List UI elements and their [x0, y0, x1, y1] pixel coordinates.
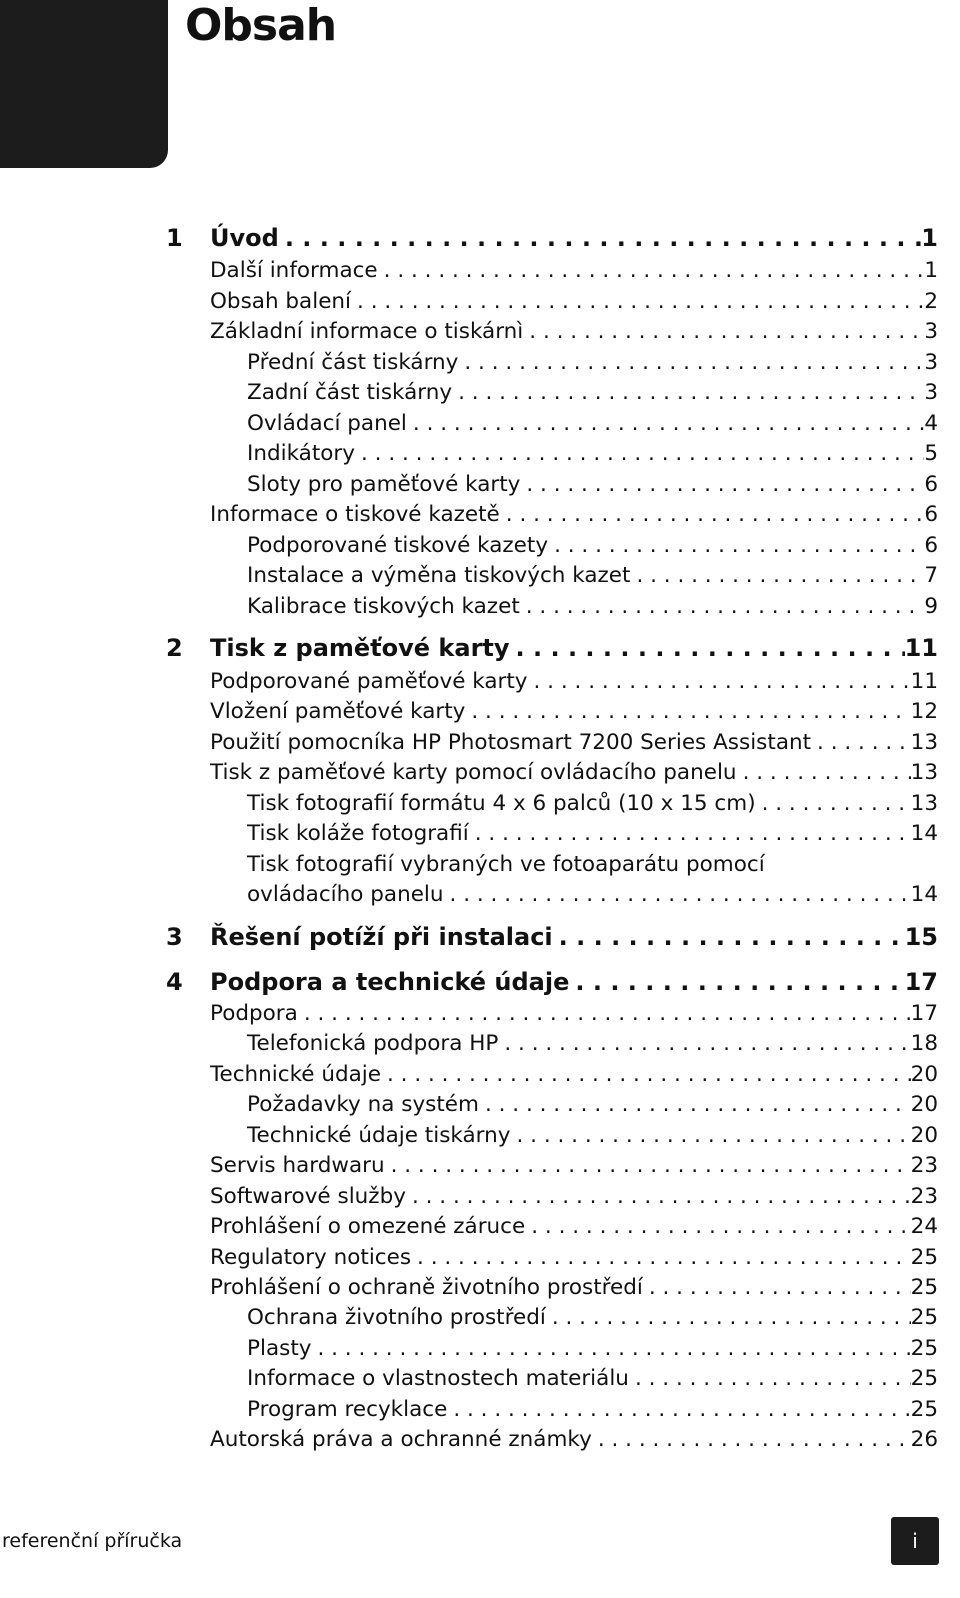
toc-entry-label: Indikátory: [247, 441, 355, 466]
toc-page-number: 13: [910, 760, 938, 785]
toc-entry[interactable]: [247, 377, 938, 409]
toc-entry[interactable]: [210, 1181, 938, 1213]
toc-entry[interactable]: [247, 1363, 938, 1395]
toc-page-number: 20: [910, 1092, 938, 1117]
toc-entry-label: Informace o tiskové kazetě: [210, 502, 500, 527]
toc-entry-label: Ochrana životního prostředí: [247, 1305, 546, 1330]
toc-page-number: 25: [910, 1397, 938, 1422]
toc-entry-label: ovládacího panelu: [247, 882, 444, 907]
toc-entry-label: Tisk koláže fotografií: [247, 821, 469, 846]
dot-leader: [498, 1028, 910, 1060]
dot-leader: [351, 286, 924, 318]
toc-entry[interactable]: [210, 1424, 938, 1456]
dot-leader: [279, 222, 921, 254]
dot-leader: [520, 469, 924, 501]
dot-leader: [447, 1394, 910, 1426]
dot-leader: [500, 499, 925, 531]
toc-entry-label: Základní informace o tiskárnì: [210, 319, 524, 344]
dot-leader: [465, 696, 910, 728]
toc-entry[interactable]: [210, 998, 938, 1030]
toc-page-number: 17: [910, 1001, 938, 1026]
toc-chapter-label: Podpora a technické údaje: [210, 968, 570, 996]
toc-page-number: 3: [924, 350, 938, 375]
toc-entry[interactable]: [247, 1394, 938, 1426]
dot-leader: [458, 347, 924, 379]
toc-entry-label: Zadní část tiskárny: [247, 380, 453, 405]
toc-page-number: 24: [910, 1214, 938, 1239]
toc-page-number: 25: [910, 1245, 938, 1270]
dot-leader: [510, 1120, 910, 1152]
dot-leader: [479, 1089, 911, 1121]
toc-entry[interactable]: [247, 788, 938, 820]
toc-page-number: 23: [910, 1153, 938, 1178]
toc-entry[interactable]: [247, 1302, 938, 1334]
toc-entry[interactable]: [247, 818, 938, 850]
toc-entry-label: Technické údaje: [210, 1062, 381, 1087]
dot-leader: [523, 316, 924, 348]
toc-chapter-1[interactable]: [210, 222, 938, 254]
toc-entry-label: Telefonická podpora HP: [247, 1031, 499, 1056]
toc-entry[interactable]: [210, 757, 938, 789]
toc-entry-label: Kalibrace tiskových kazet: [247, 594, 520, 619]
toc-entry[interactable]: [247, 1089, 938, 1121]
toc-page-number: 4: [924, 411, 938, 436]
toc-entry[interactable]: [210, 1059, 938, 1091]
toc-entry-label: Podporované paměťové karty: [210, 669, 528, 694]
dot-leader: [630, 560, 924, 592]
toc-page-number: 23: [910, 1184, 938, 1209]
toc-page-number: 6: [924, 533, 938, 558]
chapter-3-number: 3: [166, 923, 183, 951]
toc-entry[interactable]: [210, 499, 938, 531]
toc-page-number: 14: [910, 882, 938, 907]
dot-leader: [378, 255, 925, 287]
dot-leader: [756, 788, 911, 820]
dot-leader: [411, 1242, 911, 1274]
toc-entry[interactable]: [210, 1272, 938, 1304]
toc-entry[interactable]: [247, 591, 938, 623]
toc-entry-label: Sloty pro paměťové karty: [247, 472, 521, 497]
toc-page-number: 26: [910, 1427, 938, 1452]
dot-leader: [311, 1333, 910, 1365]
toc-entry-label: Prohlášení o omezené záruce: [210, 1214, 526, 1239]
dot-leader: [298, 998, 911, 1030]
toc-entry-label-line-1[interactable]: Tisk fotografií vybraných ve fotoaparátu pomocí: [247, 852, 765, 877]
chapter-2-number: 2: [166, 634, 183, 662]
toc-page-number: 11: [904, 634, 938, 662]
toc-entry[interactable]: [210, 316, 938, 348]
dot-leader: [444, 879, 911, 911]
toc-entry-label: Instalace a výměna tiskových kazet: [247, 563, 631, 588]
toc-entry[interactable]: [247, 879, 938, 911]
toc-page-number: 2: [924, 289, 938, 314]
dot-leader: [569, 966, 904, 998]
toc-entry-label: Regulatory notices: [210, 1245, 412, 1270]
page-number-badge: i: [891, 1517, 939, 1565]
toc-entry-label: Tisk fotografií formátu 4 x 6 palců (10 x 15 cm): [247, 791, 756, 816]
toc-page-number: 25: [910, 1275, 938, 1300]
toc-entry-label: Podpora: [210, 1001, 298, 1026]
toc-page-number: 1: [924, 258, 938, 283]
toc-chapter-label: Úvod: [210, 224, 279, 252]
toc-entry[interactable]: [247, 347, 938, 379]
dot-leader: [520, 591, 925, 623]
dot-leader: [629, 1363, 911, 1395]
dot-leader: [525, 1211, 910, 1243]
toc-page-number: 3: [924, 319, 938, 344]
toc-entry[interactable]: [247, 1333, 938, 1365]
dot-leader: [381, 1059, 911, 1091]
toc-entry-label: Informace o vlastnostech materiálu: [247, 1366, 629, 1391]
toc-entry-label: Použití pomocníka HP Photosmart 7200 Series Assistant: [210, 730, 812, 755]
toc-entry-label: Obsah balení: [210, 289, 352, 314]
dot-leader: [510, 632, 905, 664]
toc-page-number: 6: [924, 472, 938, 497]
dot-leader: [811, 727, 911, 759]
page-title: Obsah: [185, 0, 337, 51]
dot-leader: [406, 1181, 911, 1213]
toc-entry-label: Program recyklace: [247, 1397, 448, 1422]
toc-entry-label: Softwarové služby: [210, 1184, 406, 1209]
dot-leader: [592, 1424, 911, 1456]
toc-entry-label: Technické údaje tiskárny: [247, 1123, 511, 1148]
toc-page-number: 13: [910, 791, 938, 816]
toc-page-number: 12: [910, 699, 938, 724]
toc-entry-label: Další informace: [210, 258, 378, 283]
toc-page-number: 17: [904, 968, 938, 996]
dot-leader: [528, 666, 911, 698]
toc-chapter-2[interactable]: [210, 632, 938, 664]
toc-entry-label: Servis hardwaru: [210, 1153, 385, 1178]
dot-leader: [385, 1150, 911, 1182]
toc-page-number: 11: [910, 669, 938, 694]
toc-entry[interactable]: [210, 1242, 938, 1274]
toc-page-number: 9: [924, 594, 938, 619]
toc-entry-label: Požadavky na systém: [247, 1092, 479, 1117]
toc-page-number: 5: [924, 441, 938, 466]
toc-entry[interactable]: [247, 469, 938, 501]
toc-page-number: 25: [910, 1305, 938, 1330]
toc-page-number: 15: [904, 923, 938, 951]
toc-page-number: 7: [924, 563, 938, 588]
dot-leader: [553, 921, 905, 953]
toc-entry[interactable]: [210, 696, 938, 728]
toc-page-number: 6: [924, 502, 938, 527]
toc-entry[interactable]: [247, 438, 938, 470]
dot-leader: [548, 530, 924, 562]
dot-leader: [469, 818, 911, 850]
toc-entry-label: Vložení paměťové karty: [210, 699, 466, 724]
toc-entry[interactable]: [210, 1150, 938, 1182]
toc-page-number: 25: [910, 1366, 938, 1391]
footer-manual-name: referenční příručka: [2, 1530, 183, 1552]
toc-page-number: 1: [921, 224, 938, 252]
dot-leader: [355, 438, 924, 470]
toc-entry-label: Přední část tiskárny: [247, 350, 459, 375]
toc-entry-label: Prohlášení o ochraně životního prostředí: [210, 1275, 643, 1300]
toc-entry-label: Autorská práva a ochranné známky: [210, 1427, 592, 1452]
toc-entry-label: Ovládací panel: [247, 411, 407, 436]
toc-entry[interactable]: [247, 408, 938, 440]
dot-leader: [407, 408, 924, 440]
toc-entry[interactable]: [210, 255, 938, 287]
toc-entry[interactable]: [210, 286, 938, 318]
toc-entry[interactable]: [210, 666, 938, 698]
toc-page-number: 20: [910, 1062, 938, 1087]
toc-chapter-label: Tisk z paměťové karty: [210, 634, 510, 662]
dot-leader: [452, 377, 924, 409]
toc-entry-label: Podporované tiskové kazety: [247, 533, 549, 558]
toc-entry[interactable]: [210, 727, 938, 759]
toc-page-number: 20: [910, 1123, 938, 1148]
toc-chapter-label: Řešení potíží při instalaci: [210, 923, 553, 951]
toc-entry-label: Tisk z paměťové karty pomocí ovládacího panelu: [210, 760, 737, 785]
dot-leader: [546, 1302, 911, 1334]
toc-page-number: 18: [910, 1031, 938, 1056]
toc-entry[interactable]: [210, 1211, 938, 1243]
toc-entry-label: Plasty: [247, 1336, 312, 1361]
toc-chapter-3[interactable]: [210, 921, 938, 953]
dot-leader: [643, 1272, 911, 1304]
toc-page-number: 25: [910, 1336, 938, 1361]
toc-entry[interactable]: [247, 1120, 938, 1152]
chapter-4-number: 4: [166, 968, 183, 996]
toc-entry[interactable]: [247, 560, 938, 592]
toc-page-number: 14: [910, 821, 938, 846]
toc-page-number: 3: [924, 380, 938, 405]
dot-leader: [737, 757, 911, 789]
toc-entry[interactable]: [247, 1028, 938, 1060]
chapter-1-number: 1: [166, 224, 183, 252]
toc-page-number: 13: [910, 730, 938, 755]
toc-chapter-4[interactable]: [210, 966, 938, 998]
toc-entry[interactable]: [247, 530, 938, 562]
